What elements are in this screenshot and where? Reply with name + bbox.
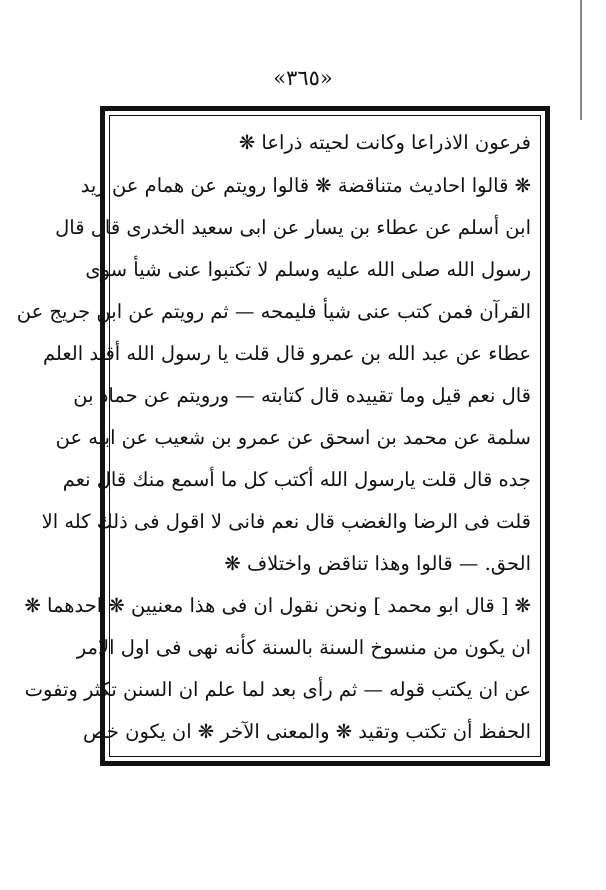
text-line: عن ان يكتب قوله — ثم رأى بعد لما علم ان السنن تكثر وتفوت xyxy=(24,678,531,701)
page-number: «٣٦٥» xyxy=(273,66,333,90)
text-line: القرآن فمن كتب عنى شيأ فليمحه — ثم رويتم عن ابن جريج عن xyxy=(16,300,531,323)
page-frame xyxy=(16,106,550,766)
text-line: قلت فى الرضا والغضب قال نعم فانى لا اقول فى ذلك كله الا xyxy=(41,510,531,533)
text-line: ابن أسلم عن عطاء بن يسار عن ابى سعيد الخدرى قال قال xyxy=(55,216,531,239)
text-line: قال نعم قيل وما تقييده قال كتابته — ورويتم عن حماد بن xyxy=(73,384,531,407)
text-line: رسول الله صلى الله عليه وسلم لا تكتبوا عنى شيأ سوى xyxy=(85,258,531,281)
text-line: عطاء عن عبد الله بن عمرو قال قلت يا رسول الله أقيد العلم xyxy=(42,342,531,365)
text-line: جده قال قلت يارسول الله أكتب كل ما أسمع منك قال نعم xyxy=(62,468,531,491)
text-line: ❋ [ قال ابو محمد ] ونحن نقول ان فى هذا معنيين ❋ احدهما ❋ xyxy=(24,594,531,617)
text-line: ان يكون من منسوخ السنة بالسنة كأنه نهى فى اول الامر xyxy=(76,636,531,659)
text-line: الحق. — قالوا وهذا تناقض واختلاف ❋ xyxy=(224,552,531,575)
text-line: فرعون الاذراعا وكانت لحيته ذراعا ❋ xyxy=(238,131,531,154)
scan-edge-mark xyxy=(580,0,582,120)
text-line: سلمة عن محمد بن اسحق عن عمرو بن شعيب عن ابيه عن xyxy=(55,426,531,449)
text-line: الحفظ أن تكتب وتقيد ❋ والمعنى الآخر ❋ ان يكون خص xyxy=(83,720,531,743)
text-line: ❋ قالوا احاديث متناقضة ❋ قالوا رويتم عن همام عن زيد xyxy=(80,174,531,197)
